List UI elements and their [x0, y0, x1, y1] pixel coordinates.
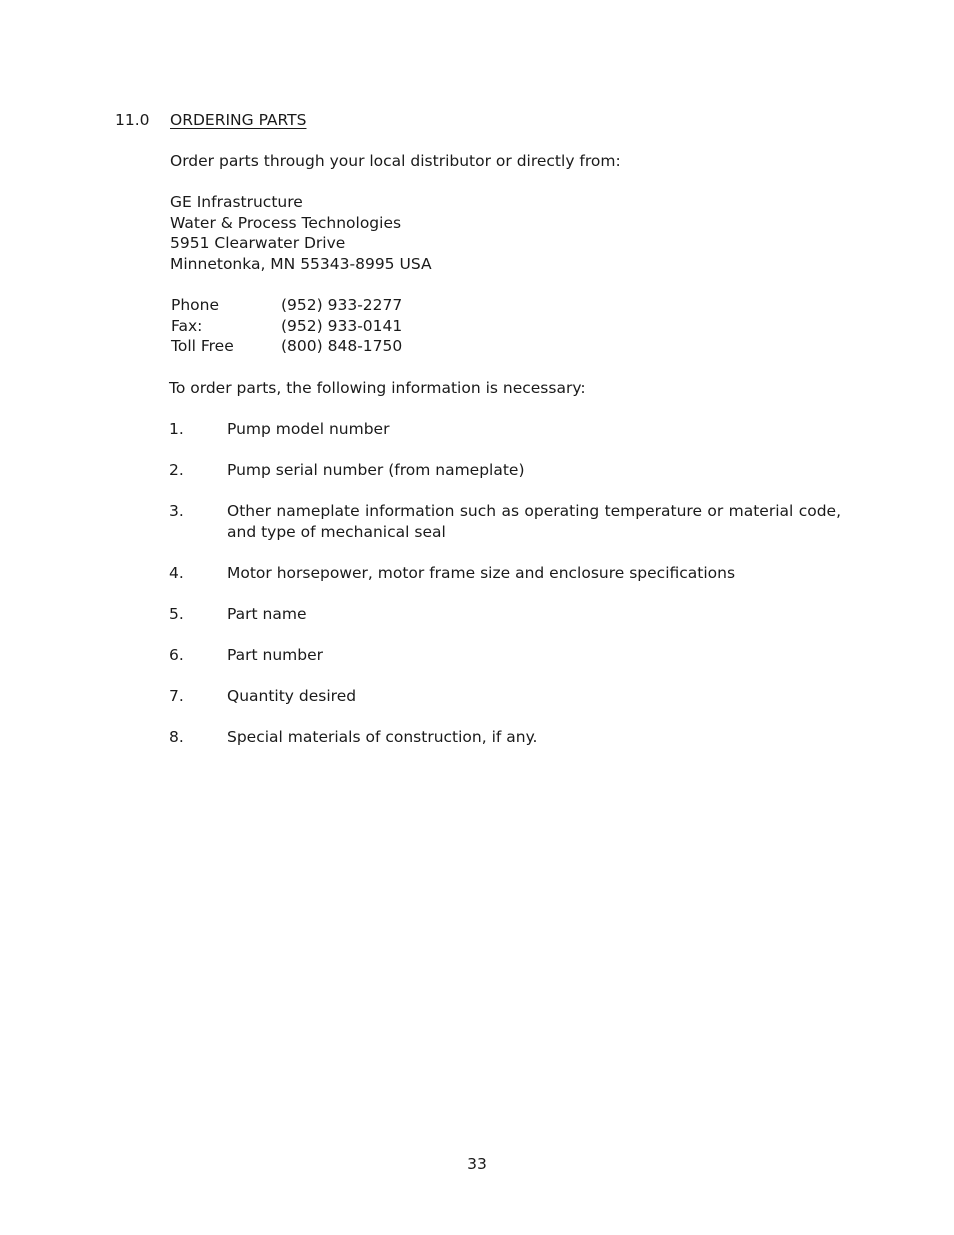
contact-label: Fax: [171, 316, 203, 335]
contact-value: (952) 933-2277 [281, 296, 403, 314]
contact-value: (952) 933-0141 [281, 316, 403, 335]
list-item-text: Quantity desired [227, 687, 357, 705]
list-item-number: 2. [169, 461, 184, 479]
info-intro-text: To order parts, the following information is necessary: [169, 379, 586, 397]
address-line: Minnetonka, MN 55343-8995 USA [170, 255, 432, 274]
list-item-number: 4. [169, 564, 184, 582]
section-title: ORDERING PARTS [170, 111, 307, 129]
list-item-text: Pump serial number (from nameplate) [227, 461, 525, 479]
contact-label: Phone [171, 296, 220, 314]
list-item-number: 5. [169, 605, 184, 623]
list-item-text: Other nameplate information such as operating temperature or material code, and type of mechanical seal [227, 502, 841, 541]
contact-label: Toll Free [171, 337, 234, 356]
list-item-text: Pump model number [227, 420, 390, 438]
contact-row-toll-free [171, 336, 402, 357]
address-line: 5951 Clearwater Drive [170, 234, 346, 253]
address-line: Water & Process Technologies [170, 213, 402, 232]
intro-text: Order parts through your local distributor or directly from: [170, 152, 621, 170]
contact-value: (800) 848-1750 [281, 337, 403, 356]
list-item-number: 3. [169, 502, 184, 520]
address-line: GE Infrastructure [170, 193, 303, 211]
section-number: 11.0 [115, 111, 150, 129]
list-item-number: 1. [169, 420, 184, 438]
page-number: 33 [467, 1155, 487, 1173]
list-item-text: Part number [227, 646, 324, 664]
contact-row-phone [171, 295, 402, 316]
address-block [170, 192, 432, 275]
list-item-number: 8. [169, 728, 184, 746]
list-item-text: Part name [227, 605, 307, 623]
list-item-text: Special materials of construction, if any. [227, 728, 538, 746]
list-item-number: 7. [169, 687, 184, 705]
list-item-text: Motor horsepower, motor frame size and enclosure specifications [227, 564, 736, 582]
contact-table [171, 295, 402, 357]
contact-row-fax [171, 316, 402, 337]
list-item-number: 6. [169, 646, 184, 664]
